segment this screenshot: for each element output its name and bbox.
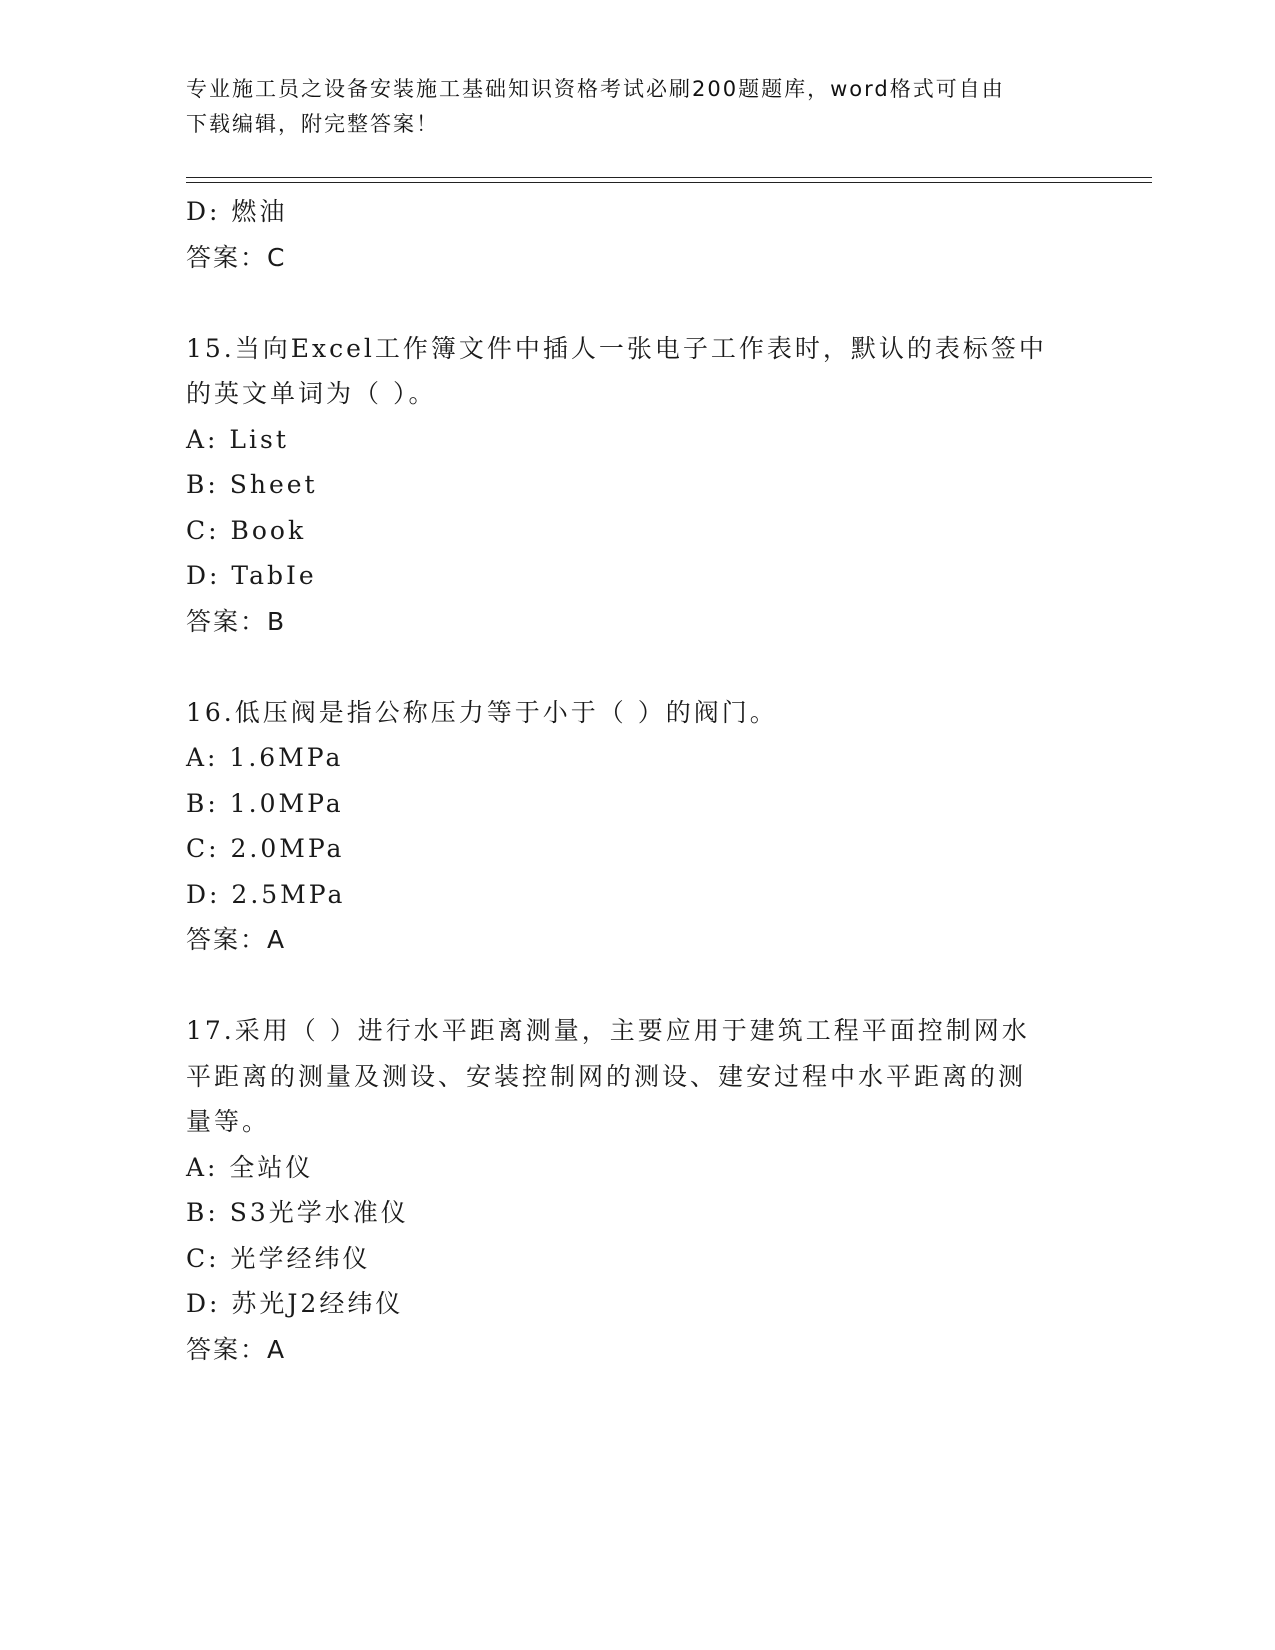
header-title-line-1: 专业施工员之设备安装施工基础知识资格考试必刷200题题库，word格式可自由 [186, 77, 1005, 101]
option-b: B: Sheet [186, 470, 318, 499]
question-stem-line: 17.采用（ ）进行水平距离测量，主要应用于建筑工程平面控制网水 [186, 1016, 1030, 1045]
option-c: C: 2.0MPa [186, 834, 345, 863]
answer-line: 答案：A [186, 1334, 287, 1364]
header-divider-bottom [186, 182, 1152, 183]
answer-line: 答案：A [186, 925, 287, 954]
question-15 [186, 326, 1086, 645]
question-stem-line: 16.低压阀是指公称压力等于小于（ ）的阀门。 [186, 697, 778, 727]
option-d: D: 2.5MPa [186, 879, 346, 909]
answer-line: 答案：C [186, 242, 287, 272]
option-a: A: 全站仪 [186, 1152, 314, 1182]
question-17 [186, 1008, 1086, 1372]
option-c: C: 光学经纬仪 [186, 1243, 371, 1273]
header-divider-top [186, 177, 1152, 178]
option-b: B: S3光学水准仪 [186, 1198, 409, 1227]
option-c: C: Book [186, 515, 307, 545]
spacer [186, 644, 1086, 690]
option-a: A: 1.6MPa [186, 743, 344, 772]
question-list [186, 189, 1086, 1372]
option-d: D: 苏光J2经纬仪 [186, 1289, 404, 1318]
option-a: A: List [186, 424, 289, 454]
question-16 [186, 690, 1086, 963]
spacer [186, 280, 1086, 326]
question-stem-line: 平距离的测量及测设、安装控制网的测设、建安过程中水平距离的测 [186, 1061, 1027, 1091]
document-header [186, 72, 1066, 142]
answer-line: 答案：B [186, 606, 287, 636]
question-stem-line: 15.当向Excel工作簿文件中插人一张电子工作表时，默认的表标签中 [186, 333, 1047, 363]
header-title-line-2: 下载编辑，附完整答案！ [186, 112, 439, 136]
option-d: D: 燃油 [186, 197, 288, 226]
question-stem-line: 量等。 [186, 1107, 271, 1136]
previous-question-tail [186, 189, 1086, 280]
option-b: B: 1.0MPa [186, 788, 344, 818]
question-stem-line: 的英文单词为（ ）。 [186, 379, 437, 408]
spacer [186, 963, 1086, 1009]
option-d: D: TabIe [186, 561, 317, 590]
